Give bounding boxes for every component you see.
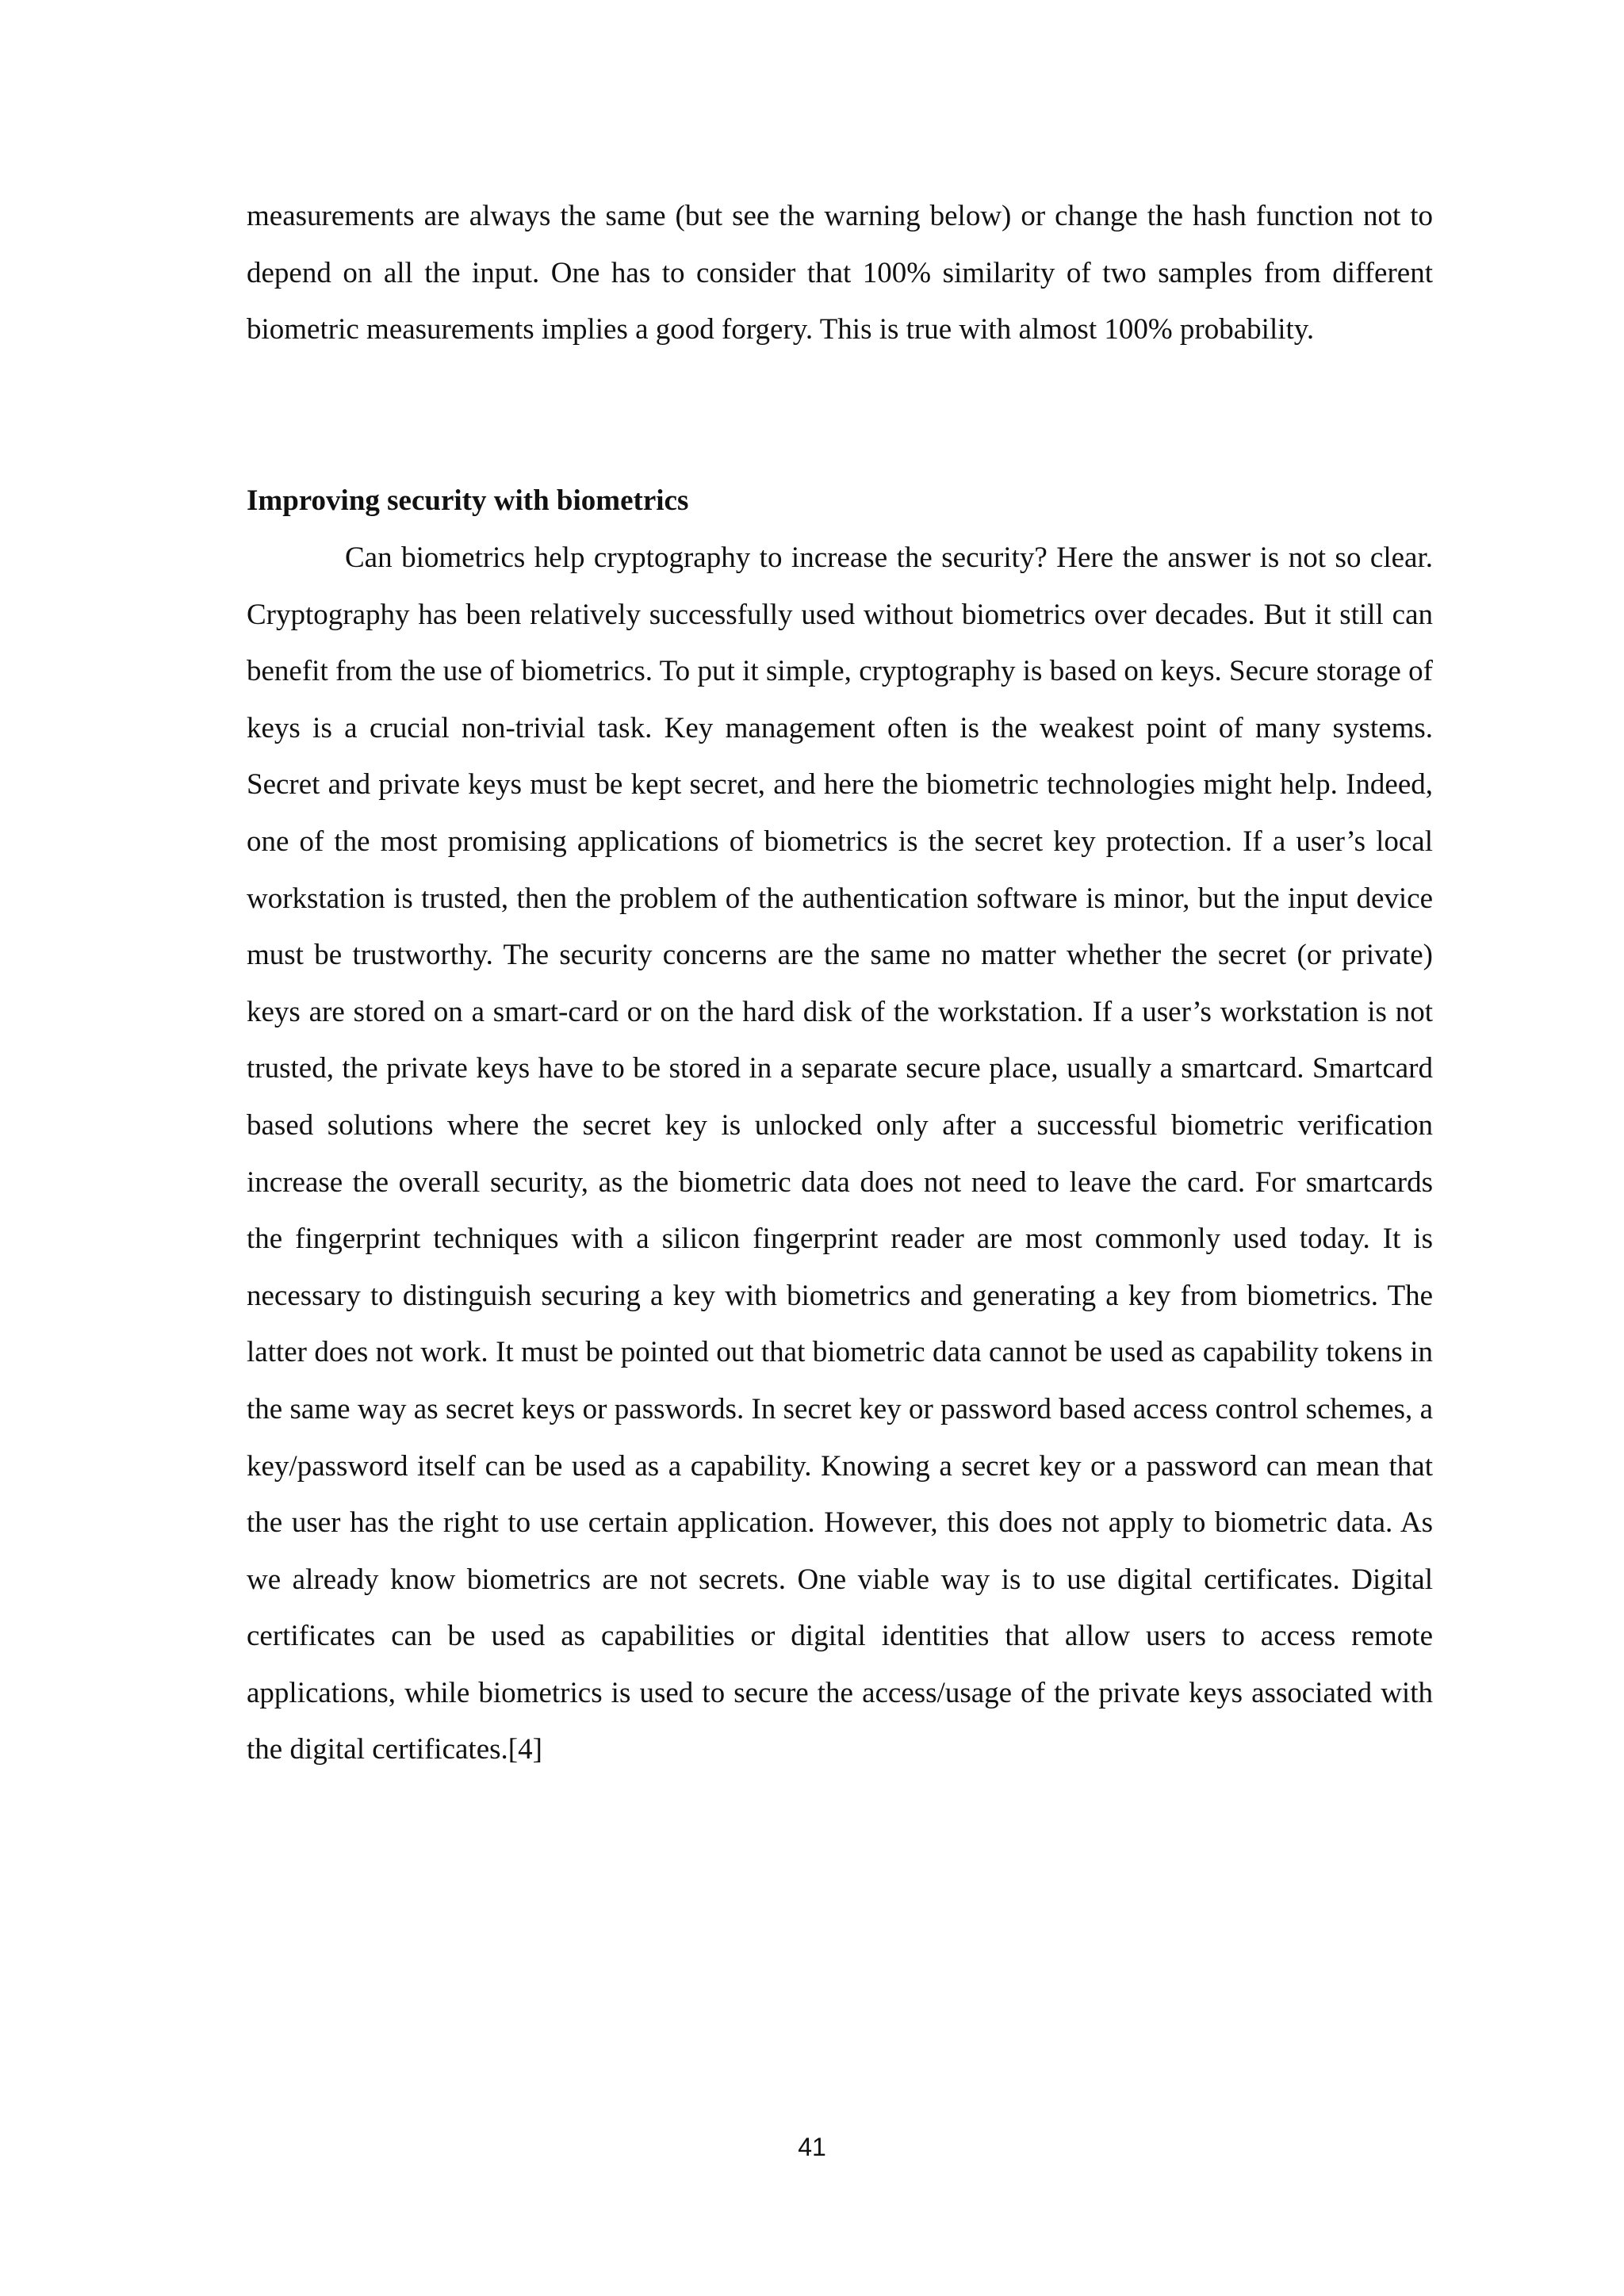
page-number: 41 bbox=[798, 2133, 826, 2161]
main-paragraph: Can biometrics help cryptography to increase the security? Here the answer is not so clear. Cryptography has been relatively successfully used without biometrics over decades. But it still can benefit from the use of biometrics. To put it simple, cryptography is based on keys. Secure storage of keys is a crucial non-trivial task. Key management often is the weakest point of many systems. Secret and private keys must be kept secret, and here the biometric technologies might help. Indeed, one of the most promising applications of biometrics is the secret key protection. If a user’s local workstation is trusted, then the problem of the authentication software is minor, but the input device must be trustworthy. The security concerns are the same no matter whether the secret (or private) keys are stored on a smart-card or on the hard disk of the workstation. If a user’s workstation is not trusted, the private keys have to be stored in a separate secure place, usually a smartcard. Smartcard based solutions where the secret key is unlocked only after a successful biometric verification increase the overall security, as the biometric data does not need to leave the card. For smartcards the fingerprint techniques with a silicon fingerprint reader are most commonly used today. It is necessary to distinguish securing a key with biometrics and generating a key from biometrics. The latter does not work. It must be pointed out that biometric data cannot be used as capability tokens in the same way as secret keys or passwords. In secret key or password based access control schemes, a key/password itself can be used as a capability. Knowing a secret key or a password can mean that the user has the right to use certain application. However, this does not apply to biometric data. As we already know biometrics are not secrets. One viable way is to use digital certificates. Digital certificates can be used as capabilities or digital identities that allow users to access remote applications, while biometrics is used to secure the access/usage of the private keys associated with the digital certificates.[4] bbox=[247, 541, 1433, 1766]
section-heading: Improving security with biometrics bbox=[247, 484, 689, 517]
continuation-paragraph: measurements are always the same (but see the warning below) or change the hash function not to depend on all the input. One has to consider that 100% similarity of two samples from different biometric measurements implies a good forgery. This is true with almost 100% probability. bbox=[247, 200, 1433, 346]
